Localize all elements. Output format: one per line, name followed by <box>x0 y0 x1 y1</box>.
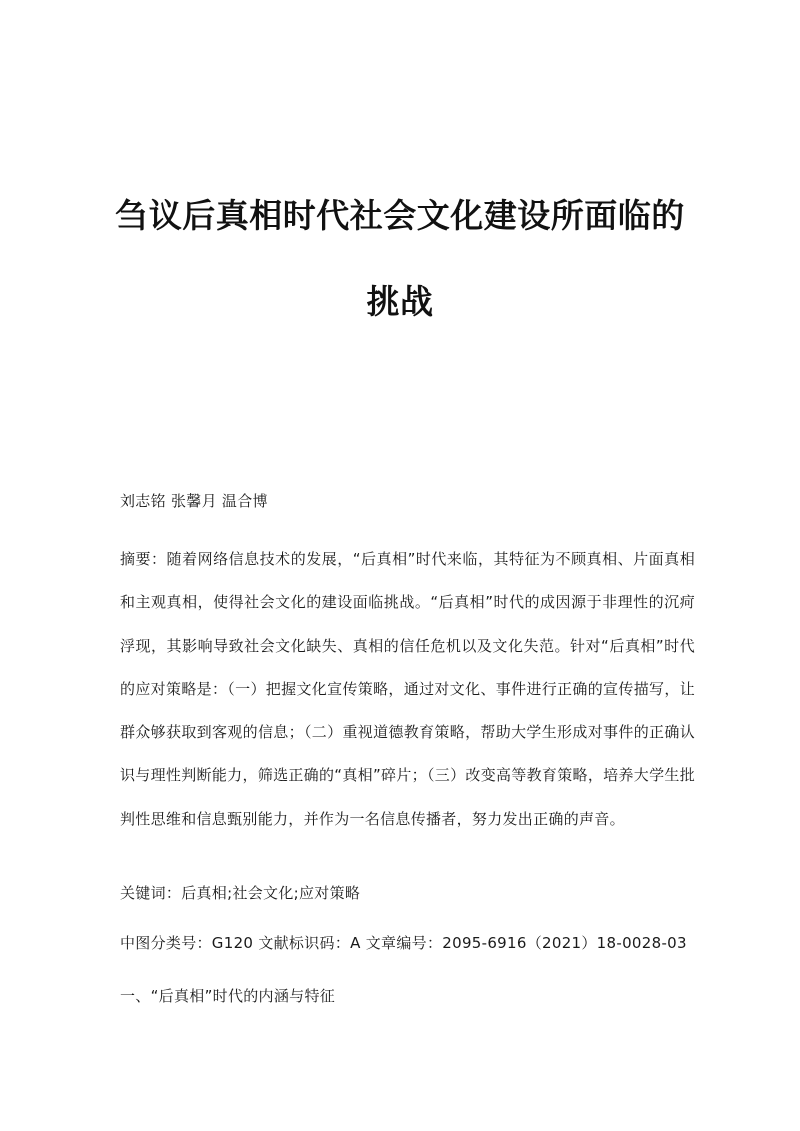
keywords: 关键词：后真相;社会文化;应对策略 <box>120 884 361 902</box>
authors: 刘志铭 张馨月 温合博 <box>120 492 268 510</box>
abstract: 摘要：随着网络信息技术的发展，“后真相”时代来临，其特征为不顾真相、片面真相和主观真相，使得社会文化的建设面临挑战。“后真相”时代的成因源于非理性的沉疴浮现，其影响导致社会文化缺失、真相的信任危机以及文化失范。针对“后真相”时代的应对策略是：（一）把握文化宣传策略，通过对文化、事件进行正确的宣传描写，让群众够获取到客观的信息；（二）重视道德教育策略，帮助大学生形成对事件的正确认识与理性判断能力，筛选正确的“真相”碎片；（三）改变高等教育策略，培养大学生批判性思维和信息甄别能力，并作为一名信息传播者，努力发出正确的声音。 <box>120 550 695 828</box>
section-heading: 一、“后真相”时代的内涵与特征 <box>120 987 336 1005</box>
paper-title-line-1: 刍议后真相时代社会文化建设所面临的 <box>115 196 685 235</box>
paper-title-line-2: 挑战 <box>366 282 434 321</box>
classification-info: 中图分类号：G120 文献标识码：A 文章编号：2095-6916（2021）18-0028-03 <box>120 934 687 952</box>
